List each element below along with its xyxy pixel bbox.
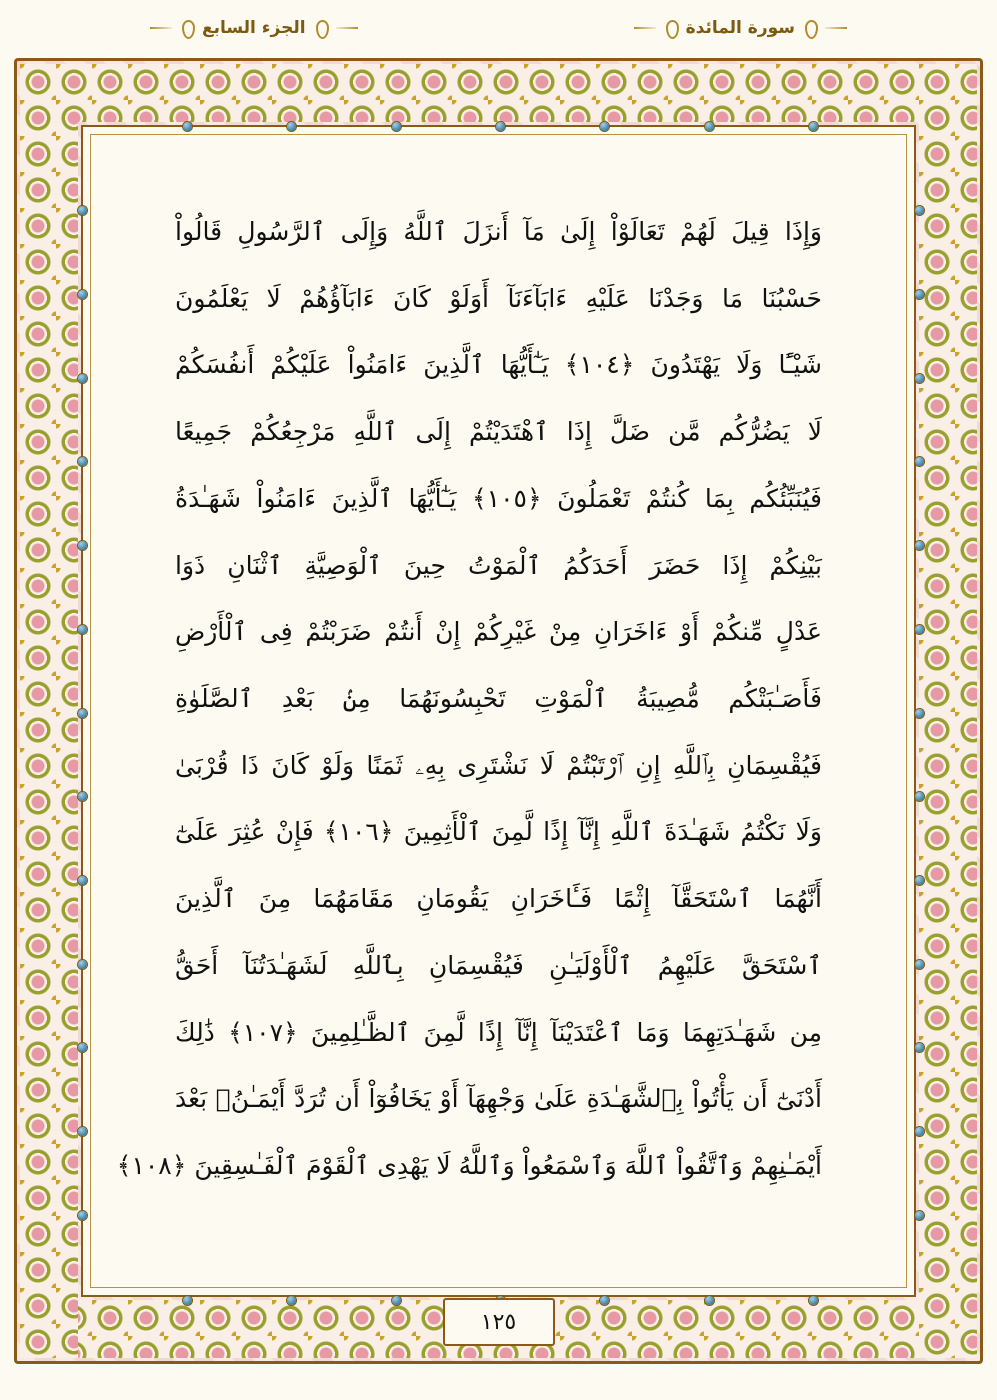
ayah-line: وَلَا نَكْتُمُ شَهَـٰدَةَ ٱللَّهِ إِنَّآ إِذًا لَّمِنَ ٱلْأَثِمِينَ ﴿١٠٦﴾ فَإِنْ عُثِرَ عَلَىٰٓ — [175, 817, 822, 847]
ornament-line-icon — [150, 27, 172, 29]
floral-ornament-icon — [803, 18, 817, 38]
frame-dot-icon — [915, 709, 924, 718]
frame-dot-icon — [915, 541, 924, 550]
frame-dot-icon — [78, 1127, 87, 1136]
surah-label-group — [634, 18, 847, 38]
frame-dot-icon — [705, 122, 714, 131]
frame-dot-icon — [78, 374, 87, 383]
ornament-line-icon — [825, 27, 847, 29]
frame-dot-icon — [392, 1296, 401, 1305]
frame-dot-icon — [915, 457, 924, 466]
ayah-line: عَدْلٍ مِّنكُمْ أَوْ ءَاخَرَانِ مِنْ غَيْرِكُمْ إِنْ أَنتُمْ ضَرَبْتُمْ فِى ٱلْأَرْضِ — [175, 617, 822, 647]
page-header — [0, 0, 997, 56]
ayah-line: حَسْبُنَا مَا وَجَدْنَا عَلَيْهِ ءَابَآءَنَآ أَوَلَوْ كَانَ ءَابَآؤُهُمْ لَا يَعْلَمُونَ — [175, 283, 822, 313]
frame-dot-icon — [915, 1211, 924, 1220]
border-band-left — [20, 64, 78, 1358]
frame-dot-icon — [915, 290, 924, 299]
ornament-line-icon — [634, 27, 656, 29]
ayah-line: فَيُنَبِّئُكُم بِمَا كُنتُمْ تَعْمَلُونَ ﴿١٠٥﴾ يَـٰٓأَيُّهَا ٱلَّذِينَ ءَامَنُواْ شَهَـٰدَةُ — [175, 483, 822, 513]
frame-dot-icon — [915, 1043, 924, 1052]
ayah-line: فَأَصَـٰبَتْكُم مُّصِيبَةُ ٱلْمَوْتِ تَحْبِسُونَهُمَا مِنۢ بَعْدِ ٱلصَّلَوٰةِ — [175, 684, 822, 714]
page-number: ١٢٥ — [480, 1309, 517, 1335]
frame-dot-icon — [78, 625, 87, 634]
frame-dot-icon — [392, 122, 401, 131]
frame-dot-icon — [78, 960, 87, 969]
frame-dot-icon — [287, 122, 296, 131]
frame-dot-icon — [78, 1043, 87, 1052]
frame-dot-icon — [78, 876, 87, 885]
frame-dot-icon — [78, 457, 87, 466]
frame-dot-icon — [496, 122, 505, 131]
ayah-line: ٱسْتَحَقَّ عَلَيْهِمُ ٱلْأَوْلَيَـٰنِ فَيُقْسِمَانِ بِٱللَّهِ لَشَهَـٰدَتُنَآ أَحَقُّ — [175, 950, 822, 980]
frame-dot-icon — [78, 541, 87, 550]
frame-dot-icon — [809, 122, 818, 131]
ayah-line: فَيُقْسِمَانِ بِٱللَّهِ إِنِ ٱرْتَبْتُمْ لَا نَشْتَرِى بِهِۦ ثَمَنًا وَلَوْ كَانَ ذَا قُرْبَىٰ — [175, 750, 822, 780]
frame-dot-icon — [78, 792, 87, 801]
frame-dot-icon — [183, 1296, 192, 1305]
frame-dot-icon — [915, 792, 924, 801]
frame-dot-icon — [183, 122, 192, 131]
frame-dot-icon — [600, 122, 609, 131]
ornament-line-icon — [336, 27, 358, 29]
juz-label-group — [150, 18, 358, 38]
ayah-line: مِن شَهَـٰدَتِهِمَا وَمَا ٱعْتَدَيْنَآ إِنَّآ إِذًا لَّمِنَ ٱلظَّـٰلِمِينَ ﴿١٠٧﴾ ذَٰلِكَ — [175, 1017, 822, 1047]
frame-dot-icon — [78, 1211, 87, 1220]
frame-dot-icon — [78, 290, 87, 299]
ayah-line: أَنَّهُمَا ٱسْتَحَقَّآ إِثْمًا فَـَٔاخَرَانِ يَقُومَانِ مَقَامَهُمَا مِنَ ٱلَّذِينَ — [175, 884, 822, 914]
border-band-top — [20, 64, 977, 122]
page-number-badge — [443, 1298, 555, 1346]
frame-dot-icon — [287, 1296, 296, 1305]
frame-dot-icon — [915, 374, 924, 383]
ayah-line: بَيْنِكُمْ إِذَا حَضَرَ أَحَدَكُمُ ٱلْمَوْتُ حِينَ ٱلْوَصِيَّةِ ٱثْنَانِ ذَوَا — [175, 550, 822, 580]
floral-ornament-icon — [314, 18, 328, 38]
floral-ornament-icon — [664, 18, 678, 38]
ayah-line: وَإِذَا قِيلَ لَهُمْ تَعَالَوْاْ إِلَىٰ مَآ أَنزَلَ ٱللَّهُ وَإِلَى ٱلرَّسُولِ قَالُواْ — [175, 217, 822, 246]
border-band-right — [919, 64, 977, 1358]
frame-dot-icon — [915, 1127, 924, 1136]
frame-dot-icon — [705, 1296, 714, 1305]
decorative-border — [14, 58, 983, 1364]
floral-ornament-icon — [180, 18, 194, 38]
frame-dot-icon — [809, 1296, 818, 1305]
frame-dot-icon — [915, 625, 924, 634]
ayah-line: لَا يَضُرُّكُم مَّن ضَلَّ إِذَا ٱهْتَدَيْتُمْ إِلَى ٱللَّهِ مَرْجِعُكُمْ جَمِيعًا — [175, 417, 822, 447]
frame-dot-icon — [915, 876, 924, 885]
frame-dot-icon — [78, 709, 87, 718]
juz-label: الجزء السابع — [202, 18, 306, 38]
quran-text-block — [116, 215, 822, 1183]
frame-dot-icon — [600, 1296, 609, 1305]
frame-dot-icon — [915, 960, 924, 969]
frame-dot-icon — [915, 206, 924, 215]
frame-dot-icon — [78, 206, 87, 215]
ayah-line: أَدْنَىٰٓ أَن يَأْتُواْ بِٱلشَّهَـٰدَةِ عَلَىٰ وَجْهِهَآ أَوْ يَخَافُوٓاْ أَن تُرَدَّ أَيْمَـٰنُۢ بَعْدَ — [175, 1084, 822, 1114]
ayah-line: أَيْمَـٰنِهِمْ وَٱتَّقُواْ ٱللَّهَ وَٱسْمَعُواْ وَٱللَّهُ لَا يَهْدِى ٱلْقَوْمَ ٱلْفَـٰسِقِينَ ﴿١٠٨﴾ — [116, 1151, 822, 1181]
surah-label: سورة المائدة — [685, 18, 795, 38]
text-frame — [81, 125, 916, 1297]
ayah-line: شَيْـًٔا وَلَا يَهْتَدُونَ ﴿١٠٤﴾ يَـٰٓأَيُّهَا ٱلَّذِينَ ءَامَنُواْ عَلَيْكُمْ أَنفُسَكُمْ — [175, 350, 822, 380]
